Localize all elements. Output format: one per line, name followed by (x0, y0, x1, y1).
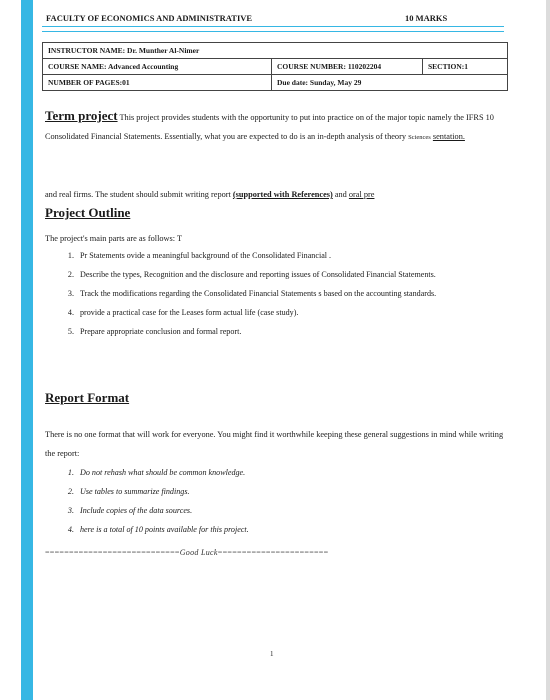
good-luck-text: Good Luck (179, 548, 218, 557)
good-luck-divider (45, 548, 505, 557)
list-item: 2. Describe the types, Recognition and the disclosure and reporting issues of Consolidated Financial Statements. (76, 265, 506, 284)
header-rule (42, 31, 504, 32)
list-item: 4. provide a practical case for the Leases form actual life (case study). (76, 303, 506, 322)
instructor-name: INSTRUCTOR NAME: Dr. Munther Al-Nimer (43, 43, 508, 59)
divider-left-rule: ============================ (45, 548, 180, 557)
list-item: 4. here is a total of 10 points available for this project. (76, 520, 506, 539)
term-small-word: Sciences (408, 134, 431, 141)
number-of-pages: NUMBER OF PAGES:01 (43, 75, 272, 91)
term-project-heading: Term project (45, 108, 118, 123)
submission-text: and real firms. The student should submit writing report (45, 190, 233, 199)
divider-right-rule: ======================= (217, 548, 329, 557)
left-accent-bar (21, 0, 33, 700)
course-number: COURSE NUMBER: 110202204 (272, 59, 423, 75)
due-date: Due date: Sunday, May 29 (272, 75, 508, 91)
list-item: 3. Track the modifications regarding the Consolidated Financial Statements s based on the accounting standards. (76, 284, 506, 303)
course-info-table (42, 42, 508, 91)
course-name: COURSE NAME: Advanced Accounting (43, 59, 272, 75)
report-format-paragraph: There is no one format that will work for everyone. You might find it worthwhile keeping these general suggestions in mind while writing the report: (45, 430, 504, 458)
list-item: 2. Use tables to summarize findings. (76, 482, 506, 501)
faculty-title: FACULTY OF ECONOMICS AND ADMINISTRATIVE (46, 13, 253, 23)
report-suggestions-list (56, 463, 506, 539)
submission-paragraph (45, 185, 505, 204)
list-item: 1. Do not rehash what should be common knowledge. (76, 463, 506, 482)
right-page-edge (546, 0, 550, 700)
outline-list (56, 246, 506, 341)
term-project-paragraph (45, 106, 505, 147)
list-item: 5. Prepare appropriate conclusion and formal report. (76, 322, 506, 341)
project-outline-title: Project Outline (45, 205, 131, 220)
section-number: SECTION:1 (423, 59, 508, 75)
report-format-title: Report Format (45, 390, 130, 405)
list-item: 1. Pr Statements ovide a meaningful background of the Consolidated Financial . (76, 246, 506, 265)
document-header (42, 6, 504, 27)
oral-presentation-text: oral pre (348, 190, 375, 199)
submission-and: and (332, 190, 349, 199)
outline-intro: The project's main parts are as follows: T (45, 234, 183, 243)
term-sentation-word: sentation. (432, 132, 465, 141)
marks-label: 10 MARKS (405, 13, 448, 23)
list-item: 3. Include copies of the data sources. (76, 501, 506, 520)
term-project-text: This project provides students with the opportunity to put into practice on of the major topic namely the IFRS 10 Consolidated Financial Statements. Essentially, what you are expected to do is an in-depth analysis of theory (45, 113, 494, 141)
page-number: 1 (270, 650, 274, 658)
references-note: (supported with References) (232, 190, 333, 199)
